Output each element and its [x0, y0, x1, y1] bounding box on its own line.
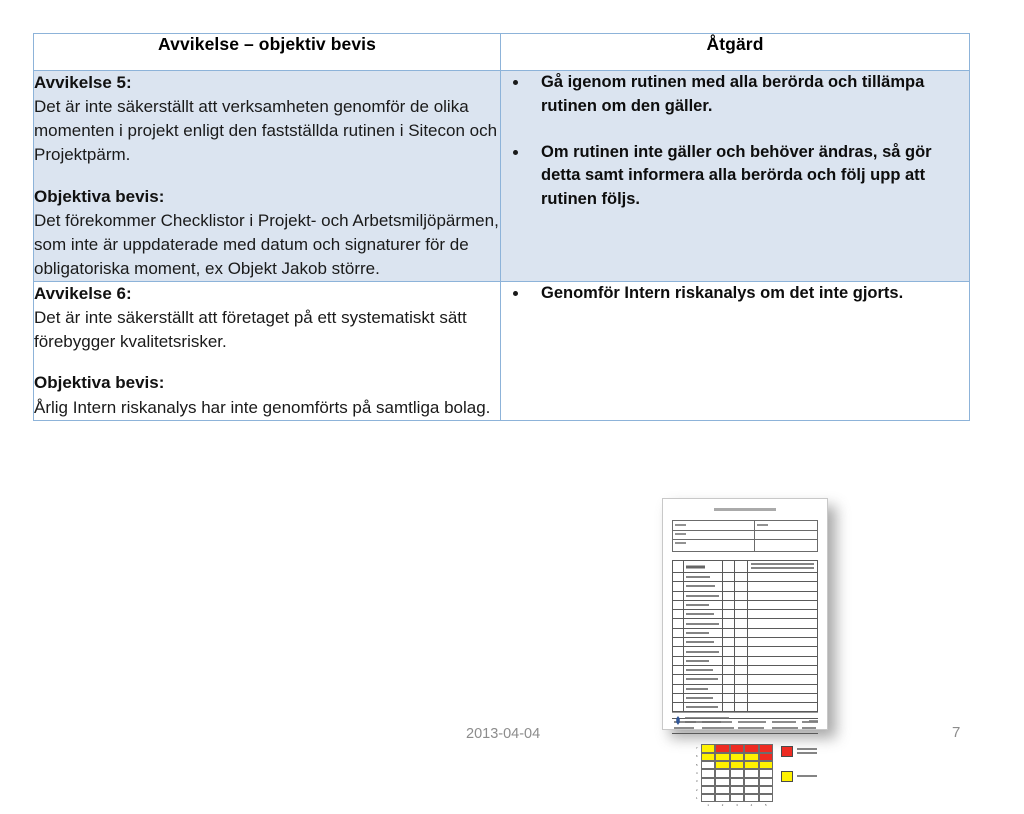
- text-placeholder: [686, 595, 719, 597]
- text-placeholder: [686, 613, 714, 615]
- thumbnail-page-number-placeholder: [809, 720, 818, 722]
- thumbnail-grid-row: [673, 694, 817, 703]
- thumbnail-grid-cell: [735, 647, 748, 655]
- text-gap: [34, 168, 500, 185]
- thumbnail-grid-cell: [723, 694, 736, 702]
- thumbnail-grid-cell: [684, 675, 722, 683]
- thumbnail-grid-cell: [673, 592, 684, 600]
- evidence-text-6: Årlig Intern riskanalys har inte genomförts på samtliga bolag.: [34, 397, 491, 417]
- action-text: Om rutinen inte gäller och behöver ändras, så gör detta samt informera alla berörda och följ upp att rutinen följs.: [541, 142, 932, 208]
- thumbnail-grid-cell: [723, 638, 736, 646]
- action-text: Genomför Intern riskanalys om det inte gjorts.: [541, 284, 904, 302]
- divider: [673, 539, 817, 540]
- evidence-label-5: Objektiva bevis:: [34, 186, 165, 206]
- thumbnail-grid-cell: [735, 601, 748, 609]
- thumbnail-grid-cell: [748, 638, 817, 646]
- thumbnail-grid-header-row: [673, 561, 817, 573]
- legend-label-placeholder: [797, 748, 817, 756]
- risk-matrix-legend: [781, 746, 817, 796]
- thumbnail-grid-cell: [735, 561, 748, 572]
- risk-matrix-cell-white: [759, 794, 773, 802]
- thumbnail-grid-cell: [735, 685, 748, 693]
- thumbnail-grid-row: [673, 601, 817, 610]
- risk-matrix-cell-white: [759, 769, 773, 777]
- thumbnail-grid-cell: [748, 610, 817, 618]
- thumbnail-grid-cell: [673, 638, 684, 646]
- column-header-deviation: Avvikelse – objektiv bevis: [34, 34, 501, 71]
- thumbnail-grid-cell: [684, 629, 722, 637]
- thumbnail-grid-cell: [723, 601, 736, 609]
- thumbnail-grid-cell: [748, 666, 817, 674]
- risk-matrix-cell-red: [759, 744, 773, 752]
- company-logo-icon: [674, 716, 682, 725]
- thumbnail-grid-cell: [684, 592, 722, 600]
- text-placeholder: [686, 585, 714, 587]
- thumbnail-page: [662, 498, 828, 808]
- thumbnail-grid-cell: [684, 619, 722, 627]
- risk-matrix-cell-white: [744, 778, 758, 786]
- field-label-placeholder: [675, 533, 686, 535]
- table-header-row: [34, 34, 970, 71]
- risk-matrix-cell-red: [744, 744, 758, 752]
- audit-findings-table: [33, 33, 970, 421]
- thumbnail-doc-title-placeholder: [714, 508, 776, 511]
- risk-matrix-chart: [663, 742, 827, 814]
- thumbnail-grid-cell: [673, 694, 684, 702]
- text-placeholder: [686, 641, 714, 643]
- finding-label-5: Avvikelse 5:: [34, 73, 132, 92]
- risk-matrix-cell-white: [715, 769, 729, 777]
- divider: [754, 521, 755, 552]
- thumbnail-grid-cell: [684, 647, 722, 655]
- risk-matrix-cell-white: [744, 794, 758, 802]
- tick: 4: [750, 803, 753, 808]
- risk-matrix-cell-yellow: [744, 761, 758, 769]
- thumbnail-grid-row: [673, 573, 817, 582]
- risk-matrix-cell-white: [701, 761, 715, 769]
- thumbnail-grid-cell: [735, 694, 748, 702]
- thumbnail-grid-cell: [735, 629, 748, 637]
- risk-matrix-cell-white: [715, 778, 729, 786]
- finding-label-6: Avvikelse 6:: [34, 284, 132, 303]
- thumbnail-grid-row: [673, 610, 817, 619]
- legend-swatch-red: [781, 746, 793, 757]
- risk-matrix-cell-white: [701, 778, 715, 786]
- risk-matrix-cell-white: [701, 786, 715, 794]
- thumbnail-grid-cell: [735, 610, 748, 618]
- thumbnail-grid-cell: [673, 666, 684, 674]
- tick: 3: [736, 803, 738, 808]
- bullet-dot-icon: [513, 150, 518, 155]
- thumbnail-grid-cell: [723, 629, 736, 637]
- text-gap: [34, 354, 500, 371]
- evidence-label-6: Objektiva bevis:: [34, 373, 165, 393]
- thumbnail-grid-cell: [748, 619, 817, 627]
- risk-matrix-cell-yellow: [759, 761, 773, 769]
- risk-matrix-cell-yellow: [715, 753, 729, 761]
- thumbnail-grid-cell: [684, 573, 722, 581]
- text-placeholder: [686, 576, 710, 578]
- text-placeholder: [686, 706, 718, 708]
- legend-segment: [674, 727, 694, 729]
- thumbnail-grid-row: [673, 638, 817, 647]
- risk-analysis-document-thumbnail[interactable]: [662, 498, 828, 808]
- legend-segment: [738, 727, 764, 729]
- text-placeholder: [686, 660, 708, 662]
- list-item: [501, 282, 969, 306]
- thumbnail-grid-cell: [723, 619, 736, 627]
- thumbnail-grid-row: [673, 675, 817, 684]
- divider: [673, 530, 817, 531]
- thumbnail-grid-row: [673, 582, 817, 591]
- divider: [673, 551, 817, 552]
- column-header-action: Åtgärd: [501, 34, 970, 71]
- thumbnail-grid-cell: [748, 601, 817, 609]
- thumbnail-grid-cell: [723, 582, 736, 590]
- text-placeholder: [686, 651, 719, 653]
- thumbnail-grid-cell: [723, 610, 736, 618]
- thumbnail-grid-row: [673, 685, 817, 694]
- risk-matrix-cell-white: [759, 786, 773, 794]
- thumbnail-grid-cell: [673, 685, 684, 693]
- thumbnail-grid-cell: [735, 592, 748, 600]
- thumbnail-grid-cell: [735, 638, 748, 646]
- deviation-cell-6: [34, 282, 501, 421]
- table-row: [34, 71, 970, 282]
- thumbnail-grid-row: [673, 657, 817, 666]
- tick: 5: [764, 803, 767, 808]
- text-placeholder: [751, 567, 814, 569]
- legend-item-high-risk: [781, 746, 817, 757]
- risk-matrix-cell-white: [701, 794, 715, 802]
- action-text: Gå igenom rutinen med alla berörda och tillämpa rutinen om den gäller.: [541, 73, 925, 115]
- risk-matrix-cell-yellow: [715, 761, 729, 769]
- thumbnail-grid-cell: [748, 582, 817, 590]
- field-label-placeholder: [675, 542, 686, 544]
- list-item: [501, 141, 969, 212]
- risk-matrix-cell-white: [730, 778, 744, 786]
- risk-matrix-cell-yellow: [701, 744, 715, 752]
- thumbnail-grid-cell: [684, 582, 722, 590]
- thumbnail-grid-cell: [684, 694, 722, 702]
- thumbnail-grid-cell: [673, 703, 684, 711]
- finding-text-5: Det är inte säkerställt att verksamheten genomför de olika momenten i projekt enligt den fastställda rutinen i Sitecon och Projektpärm.: [34, 97, 498, 165]
- thumbnail-grid-cell: [673, 657, 684, 665]
- thumbnail-grid-cell: [735, 657, 748, 665]
- tick: 6: [696, 754, 698, 759]
- thumbnail-grid-cell: [735, 666, 748, 674]
- text-placeholder: [686, 632, 709, 634]
- text-placeholder: [751, 563, 814, 565]
- finding-text-6: Det är inte säkerställt att företaget på ett systematiskt sätt förebygger kvalitetsrisker.: [34, 308, 467, 352]
- thumbnail-grid-cell: [673, 629, 684, 637]
- action-list-5: [501, 71, 969, 212]
- thumbnail-grid-cell: [723, 685, 736, 693]
- risk-matrix-cell-white: [715, 794, 729, 802]
- thumbnail-grid-cell: [735, 675, 748, 683]
- tick: 4: [696, 771, 698, 776]
- list-item: [501, 71, 969, 119]
- risk-matrix-cell-yellow: [744, 753, 758, 761]
- risk-matrix-cell-white: [730, 794, 744, 802]
- thumbnail-grid-cell: [748, 657, 817, 665]
- action-cell-6: [501, 282, 970, 421]
- thumbnail-footer: [672, 712, 818, 725]
- thumbnail-grid-cell: [723, 592, 736, 600]
- thumbnail-grid-cell: [684, 703, 722, 711]
- tick: 2: [696, 787, 698, 792]
- risk-matrix-cell-white: [759, 778, 773, 786]
- thumbnail-grid-row: [673, 647, 817, 656]
- thumbnail-footer-text-placeholder: [685, 717, 729, 725]
- legend-label-placeholder: [797, 775, 817, 779]
- risk-matrix-cell-white: [744, 786, 758, 794]
- tick: 3: [696, 779, 698, 784]
- thumbnail-grid-cell: [673, 573, 684, 581]
- risk-matrix-cell-yellow: [701, 753, 715, 761]
- evidence-text-5: Det förekommer Checklistor i Projekt- och Arbetsmiljöpärmen, som inte är uppdaterade med datum och signaturer för de obligatoriska moment, ex Objekt Jakob större.: [34, 210, 499, 278]
- thumbnail-grid-cell: [723, 657, 736, 665]
- text-placeholder: [686, 604, 709, 606]
- thumbnail-header-info-table: [672, 520, 818, 552]
- thumbnail-grid-cell: [673, 582, 684, 590]
- thumbnail-grid-cell: [723, 666, 736, 674]
- thumbnail-grid-row: [673, 666, 817, 675]
- thumbnail-grid-cell: [735, 582, 748, 590]
- thumbnail-grid-cell: [748, 573, 817, 581]
- thumbnail-grid-cell: [684, 666, 722, 674]
- thumbnail-grid-row: [673, 629, 817, 638]
- text-placeholder: [686, 565, 705, 568]
- legend-segment: [772, 727, 798, 729]
- thumbnail-grid-cell: [723, 647, 736, 655]
- thumbnail-grid-cell: [673, 675, 684, 683]
- risk-matrix-cell-white: [715, 786, 729, 794]
- legend-item-medium-risk: [781, 771, 817, 782]
- thumbnail-grid-cell: [748, 592, 817, 600]
- bullet-dot-icon: [513, 80, 518, 85]
- thumbnail-grid-cell: [748, 561, 817, 572]
- risk-matrix-grid: [701, 744, 773, 802]
- text-placeholder: [686, 669, 713, 671]
- text-placeholder: [686, 678, 718, 680]
- thumbnail-grid-cell: [684, 657, 722, 665]
- thumbnail-grid-cell: [735, 573, 748, 581]
- tick: 2: [721, 803, 724, 808]
- risk-matrix-cell-white: [701, 769, 715, 777]
- thumbnail-grid-cell: [684, 601, 722, 609]
- tick: 7: [696, 746, 698, 751]
- slide-footer-date: 2013-04-04: [466, 726, 541, 742]
- risk-matrix-cell-red: [759, 753, 773, 761]
- thumbnail-grid-cell: [673, 601, 684, 609]
- risk-matrix-y-ticks: [696, 744, 698, 802]
- thumbnail-grid-cell: [684, 685, 722, 693]
- thumbnail-grid-cell: [735, 619, 748, 627]
- thumbnail-grid-cell: [673, 610, 684, 618]
- field-label-placeholder: [675, 524, 686, 526]
- legend-segment: [802, 727, 816, 729]
- risk-matrix-cell-white: [744, 769, 758, 777]
- risk-matrix-x-ticks: [701, 803, 773, 807]
- thumbnail-grid-cell: [748, 703, 817, 711]
- thumbnail-grid-cell: [684, 610, 722, 618]
- thumbnail-grid-cell: [723, 573, 736, 581]
- deviation-cell-5: [34, 71, 501, 282]
- action-cell-5: [501, 71, 970, 282]
- risk-matrix-cell-yellow: [730, 753, 744, 761]
- thumbnail-grid-cell: [748, 647, 817, 655]
- text-placeholder: [686, 688, 708, 690]
- thumbnail-grid-cell: [673, 647, 684, 655]
- thumbnail-grid-cell: [684, 561, 722, 572]
- action-list-6: [501, 282, 969, 306]
- thumbnail-grid-cell: [723, 675, 736, 683]
- slide-page-number: 7: [952, 724, 961, 741]
- tick: 1: [696, 795, 698, 800]
- text-placeholder: [686, 697, 713, 699]
- legend-swatch-yellow: [781, 771, 793, 782]
- thumbnail-grid-cell: [748, 629, 817, 637]
- thumbnail-grid-cell: [748, 685, 817, 693]
- thumbnail-checklist-grid: [672, 560, 818, 712]
- thumbnail-grid-cell: [673, 561, 684, 572]
- table-row: [34, 282, 970, 421]
- legend-segment: [702, 727, 734, 729]
- risk-matrix-cell-red: [715, 744, 729, 752]
- risk-matrix-cell-yellow: [730, 761, 744, 769]
- bullet-dot-icon: [513, 291, 518, 296]
- thumbnail-grid-cell: [735, 703, 748, 711]
- thumbnail-grid-cell: [723, 703, 736, 711]
- field-label-placeholder: [757, 524, 768, 526]
- tick: 1: [707, 803, 709, 808]
- risk-matrix-cell-red: [730, 744, 744, 752]
- text-placeholder: [686, 623, 719, 625]
- thumbnail-grid-cell: [673, 619, 684, 627]
- thumbnail-grid-row: [673, 619, 817, 628]
- thumbnail-grid-cell: [748, 675, 817, 683]
- thumbnail-grid-cell: [723, 561, 736, 572]
- risk-matrix-cell-white: [730, 769, 744, 777]
- thumbnail-grid-cell: [748, 694, 817, 702]
- thumbnail-grid-row: [673, 592, 817, 601]
- tick: 5: [696, 762, 698, 767]
- risk-matrix-cell-white: [730, 786, 744, 794]
- thumbnail-grid-cell: [684, 638, 722, 646]
